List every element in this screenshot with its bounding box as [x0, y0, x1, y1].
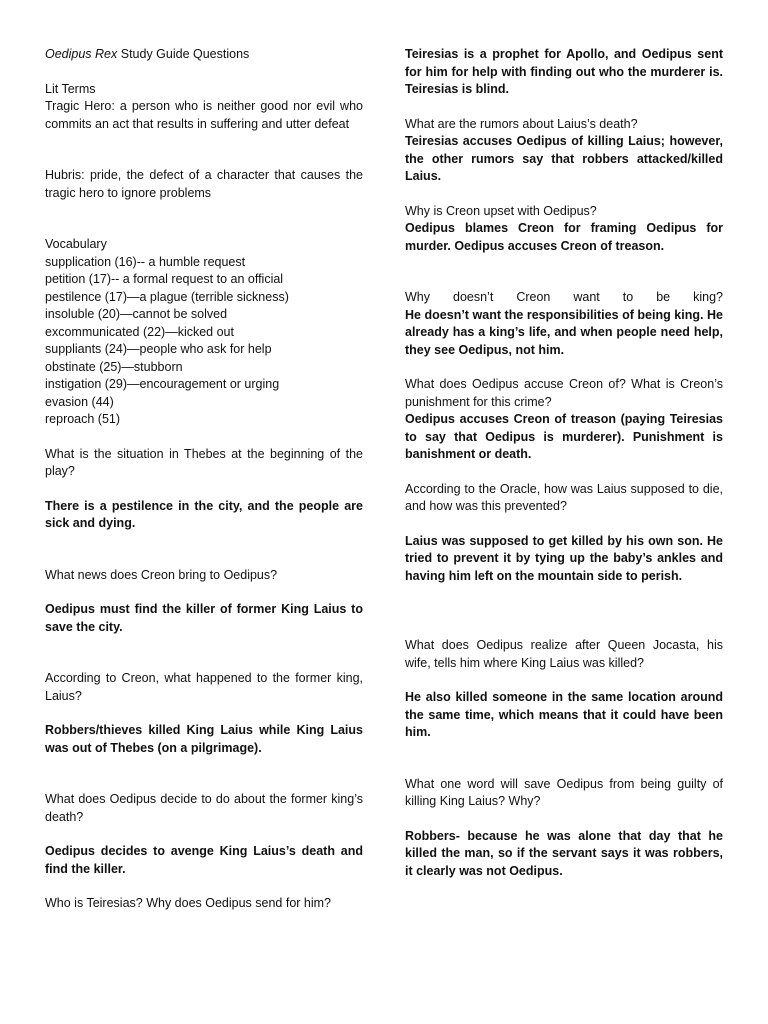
answer: Oedipus decides to avenge King Laius’s death and find the killer.	[45, 844, 363, 876]
left-column	[45, 46, 363, 913]
question: According to Creon, what happened to the former king, Laius?	[45, 671, 363, 703]
question: Who is Teiresias? Why does Oedipus send for him?	[45, 896, 332, 910]
answer: He also killed someone in the same location around the same time, which means that it could have been him.	[405, 690, 723, 739]
answer: Teiresias is a prophet for Apollo, and Oedipus sent for him for help with finding out who the murderer is. Teiresias is blind.	[405, 47, 723, 96]
document-title	[45, 46, 363, 64]
question: What news does Creon bring to Oedipus?	[45, 567, 278, 582]
answer: Robbers- because he was alone that day that he killed the man, so if the servant says it was robbers, it clearly was not Oedipus.	[405, 828, 723, 878]
answer: There is a pestilence in the city, and the people are sick and dying.	[45, 498, 363, 530]
question: Why is Creon upset with Oedipus?	[405, 203, 597, 218]
vocabulary-list	[45, 254, 363, 429]
vocabulary-heading: Vocabulary	[45, 237, 107, 251]
answer: Robbers/thieves killed King Laius while King Laius was out of Thebes (on a pilgrimage).	[45, 723, 363, 755]
vocab-item: reproach (51)	[45, 412, 121, 426]
answer: Oedipus blames Creon for framing Oedipus for murder. Oedipus accuses Creon of treason.	[405, 221, 723, 253]
answer: Laius was supposed to get killed by his own son. He tried to prevent it by tying up the baby’s ankles and having him left on the mountain side to perish.	[405, 533, 723, 583]
question: What is the situation in Thebes at the beginning of the play?	[45, 446, 363, 478]
question: What does Oedipus decide to do about the former king’s death?	[45, 792, 363, 824]
question: Why doesn’t Creon want to be king?	[405, 290, 723, 304]
vocab-item: excommunicated (22)—kicked out	[45, 324, 234, 339]
question: What are the rumors about Laius’s death?	[405, 116, 638, 131]
question: What one word will save Oedipus from being guilty of killing King Laius? Why?	[405, 776, 723, 808]
answer: Teiresias accuses Oedipus of killing Laius; however, the other rumors say that robbers attacked/killed Laius.	[405, 134, 723, 183]
right-column	[405, 46, 723, 880]
title-italic: Oedipus Rex	[45, 47, 118, 61]
lit-terms-heading: Lit Terms	[45, 81, 96, 96]
tragic-hero-definition: Tragic Hero: a person who is neither good nor evil who commits an act that results in suffering and utter defeat	[45, 99, 363, 131]
vocab-item: petition (17)-- a formal request to an official	[45, 272, 284, 286]
vocab-item: insoluble (20)—cannot be solved	[45, 307, 228, 321]
question: What does Oedipus accuse Creon of? What is Creon’s punishment for this crime?	[405, 377, 723, 409]
vocab-item: suppliants (24)—people who ask for help	[45, 342, 272, 356]
answer: He doesn’t want the responsibilities of being king. He already has a king’s life, and when people need help, they see Oedipus, not him.	[405, 307, 723, 357]
hubris-definition: Hubris: pride, the defect of a character that causes the tragic hero to ignore problems	[45, 168, 363, 200]
vocab-item: supplication (16)-- a humble request	[45, 254, 246, 269]
vocab-item: evasion (44)	[45, 394, 114, 409]
answer: Oedipus must find the killer of former King Laius to save the city.	[45, 602, 363, 634]
question: According to the Oracle, how was Laius supposed to die, and how was this prevented?	[405, 481, 723, 513]
vocab-item: pestilence (17)—a plague (terrible sickness)	[45, 289, 289, 304]
title-rest: Study Guide Questions	[117, 47, 250, 61]
question: What does Oedipus realize after Queen Jocasta, his wife, tells him where King Laius was killed?	[405, 638, 723, 670]
vocab-item: instigation (29)—encouragement or urging	[45, 377, 280, 391]
answer: Oedipus accuses Creon of treason (paying Teiresias to say that Oedipus is murderer). Punishment is banishment or death.	[405, 412, 723, 461]
vocab-item: obstinate (25)—stubborn	[45, 359, 183, 374]
